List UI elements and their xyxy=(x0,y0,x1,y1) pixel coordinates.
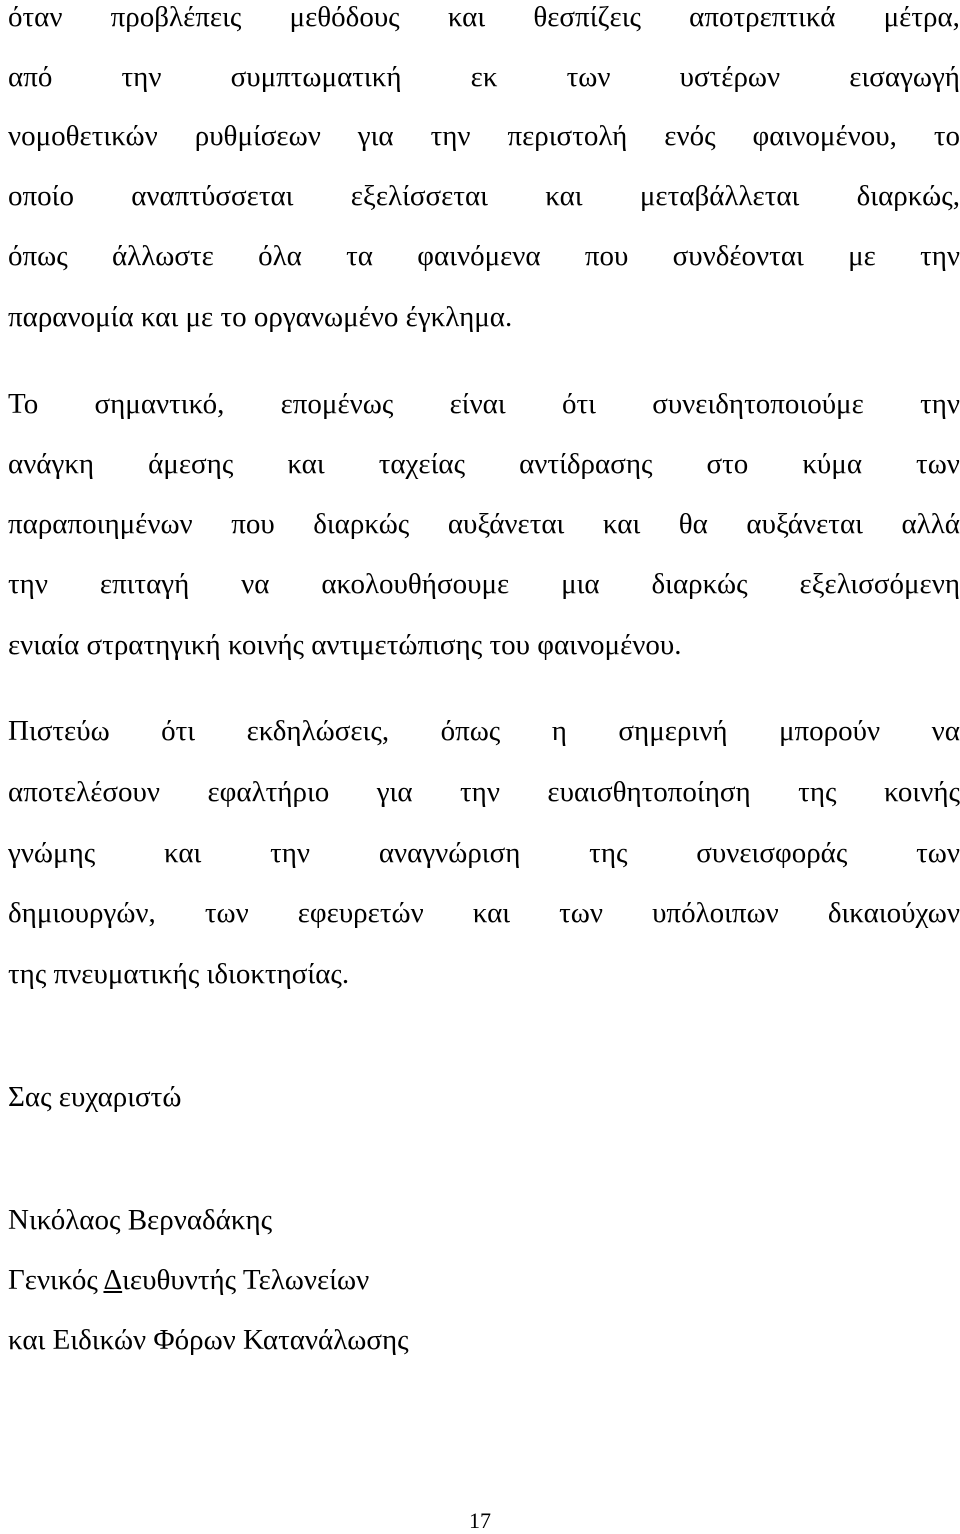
body-text-line xyxy=(8,239,960,273)
body-text-line xyxy=(8,507,960,541)
body-text-line: παρανομία και με το οργανωμένο έγκλημα. xyxy=(8,301,513,333)
word: σημερινή xyxy=(618,715,728,747)
word: περιστολή xyxy=(507,120,628,152)
word: ρυθμίσεων xyxy=(194,120,321,152)
word: φαινομένου, xyxy=(752,120,897,152)
word: εκδηλώσεις, xyxy=(246,715,390,747)
word: επομένως xyxy=(280,388,394,420)
body-text-line xyxy=(8,119,960,153)
body-text-line xyxy=(8,60,960,94)
body-text-line xyxy=(8,836,960,870)
word: κύμα xyxy=(802,448,863,480)
word: εφαλτήριο xyxy=(207,776,330,808)
word: κοινής xyxy=(883,776,960,808)
underlined-letter: Δ xyxy=(103,1264,123,1296)
body-text-line xyxy=(8,775,960,809)
word: την xyxy=(460,776,500,808)
word: των xyxy=(204,897,249,929)
word: και xyxy=(602,508,641,540)
word: υπόλοιπων xyxy=(652,897,779,929)
word: αντίδρασης xyxy=(519,448,653,480)
word: δικαιούχων xyxy=(827,897,960,929)
body-text-line xyxy=(8,179,960,213)
body-text-line xyxy=(8,567,960,601)
word: Το xyxy=(8,388,39,420)
word: Πιστεύω xyxy=(8,715,110,747)
word: από xyxy=(8,61,53,93)
signature-title xyxy=(8,1263,960,1297)
word: τα xyxy=(346,240,373,272)
word: ταχείας xyxy=(378,448,466,480)
word: των xyxy=(566,61,611,93)
word: την xyxy=(270,837,311,869)
word: μπορούν xyxy=(778,715,881,747)
word: με xyxy=(848,240,876,272)
word: συνεισφοράς xyxy=(696,837,848,869)
word: δημιουργών, xyxy=(8,897,156,929)
word: αυξάνεται xyxy=(447,508,565,540)
word: το xyxy=(933,120,960,152)
word: για xyxy=(357,120,394,152)
closing-text: Σας ευχαριστώ xyxy=(8,1081,182,1113)
word: υστέρων xyxy=(679,61,781,93)
word: για xyxy=(376,776,413,808)
word: την xyxy=(8,568,48,600)
body-text-line xyxy=(8,714,960,748)
word: την xyxy=(430,120,471,152)
word: ανάγκη xyxy=(8,448,95,480)
word: και xyxy=(472,897,511,929)
word: όταν xyxy=(8,1,63,33)
word: αναπτύσσεται xyxy=(131,180,294,212)
word: άλλωστε xyxy=(111,240,214,272)
word: την xyxy=(920,388,960,420)
word: των xyxy=(916,448,960,480)
word: όλα xyxy=(258,240,302,272)
word: φαινόμενα xyxy=(417,240,541,272)
signature-name: Νικόλαος Βερναδάκης xyxy=(8,1204,273,1236)
word: θα xyxy=(678,508,708,540)
word: την xyxy=(121,61,162,93)
word: ότι xyxy=(561,388,596,420)
word: ενός xyxy=(664,120,716,152)
word: γνώμης xyxy=(8,837,96,869)
word: αυξάνεται xyxy=(746,508,863,540)
word: ακολουθήσουμε xyxy=(321,568,510,600)
word: αλλά xyxy=(901,508,960,540)
word: εισαγωγή xyxy=(849,61,960,93)
word: συνδέονται xyxy=(672,240,804,272)
word: της xyxy=(589,837,628,869)
word: θεσπίζεις xyxy=(533,1,641,33)
word: συμπτωματική xyxy=(230,61,402,93)
word: εξελίσσεται xyxy=(350,180,488,212)
word: να xyxy=(241,568,270,600)
word: όπως xyxy=(440,715,501,747)
word: διαρκώς xyxy=(651,568,748,600)
body-text-line: της πνευματικής ιδιοκτησίας. xyxy=(8,958,350,990)
word: μεθόδους xyxy=(289,1,400,33)
word: και xyxy=(545,180,583,212)
word: διαρκώς xyxy=(313,508,410,540)
word: και xyxy=(447,1,486,33)
page-number: 17 xyxy=(469,1508,491,1533)
word: αναγνώριση xyxy=(378,837,521,869)
body-text-line xyxy=(8,387,960,421)
word: την xyxy=(920,240,960,272)
word: επιταγή xyxy=(99,568,190,600)
word: που xyxy=(231,508,275,540)
word: εξελισσόμενη xyxy=(799,568,960,600)
body-text-line xyxy=(8,0,960,34)
word: των xyxy=(916,837,960,869)
word: άμεσης xyxy=(148,448,234,480)
word: μεταβάλλεται xyxy=(639,180,800,212)
word: εκ xyxy=(470,61,498,93)
word: οποίο xyxy=(8,180,74,212)
word: ευαισθητοποίηση xyxy=(547,776,751,808)
word: αποτελέσουν xyxy=(8,776,161,808)
word: να xyxy=(931,715,960,747)
body-text-line xyxy=(8,896,960,930)
word: αποτρεπτικά xyxy=(689,1,836,33)
word: εφευρετών xyxy=(297,897,424,929)
word: όπως xyxy=(8,240,68,272)
word: ότι xyxy=(161,715,196,747)
word: η xyxy=(551,715,567,747)
word: είναι xyxy=(449,388,506,420)
word: διαρκώς, xyxy=(856,180,960,212)
word: της xyxy=(798,776,837,808)
word: και xyxy=(163,837,202,869)
word: παραποιημένων xyxy=(8,508,193,540)
word: μέτρα, xyxy=(883,1,960,33)
word: σημαντικό, xyxy=(94,388,225,420)
word: των xyxy=(559,897,604,929)
body-text-line: ενιαία στρατηγική κοινής αντιμετώπισης του φαινομένου. xyxy=(8,629,682,661)
word: συνειδητοποιούμε xyxy=(652,388,864,420)
word: και xyxy=(287,448,325,480)
word: που xyxy=(584,240,629,272)
signature-title-continued: και Ειδικών Φόρων Κατανάλωσης xyxy=(8,1324,409,1356)
signature-title-first-word: Γενικός Διευθυντής Τελωνείων xyxy=(8,1264,370,1296)
word: προβλέπεις xyxy=(110,1,242,33)
word: στο xyxy=(706,448,749,480)
body-text-line xyxy=(8,447,960,481)
word: μια xyxy=(561,568,600,600)
word: νομοθετικών xyxy=(8,120,158,152)
